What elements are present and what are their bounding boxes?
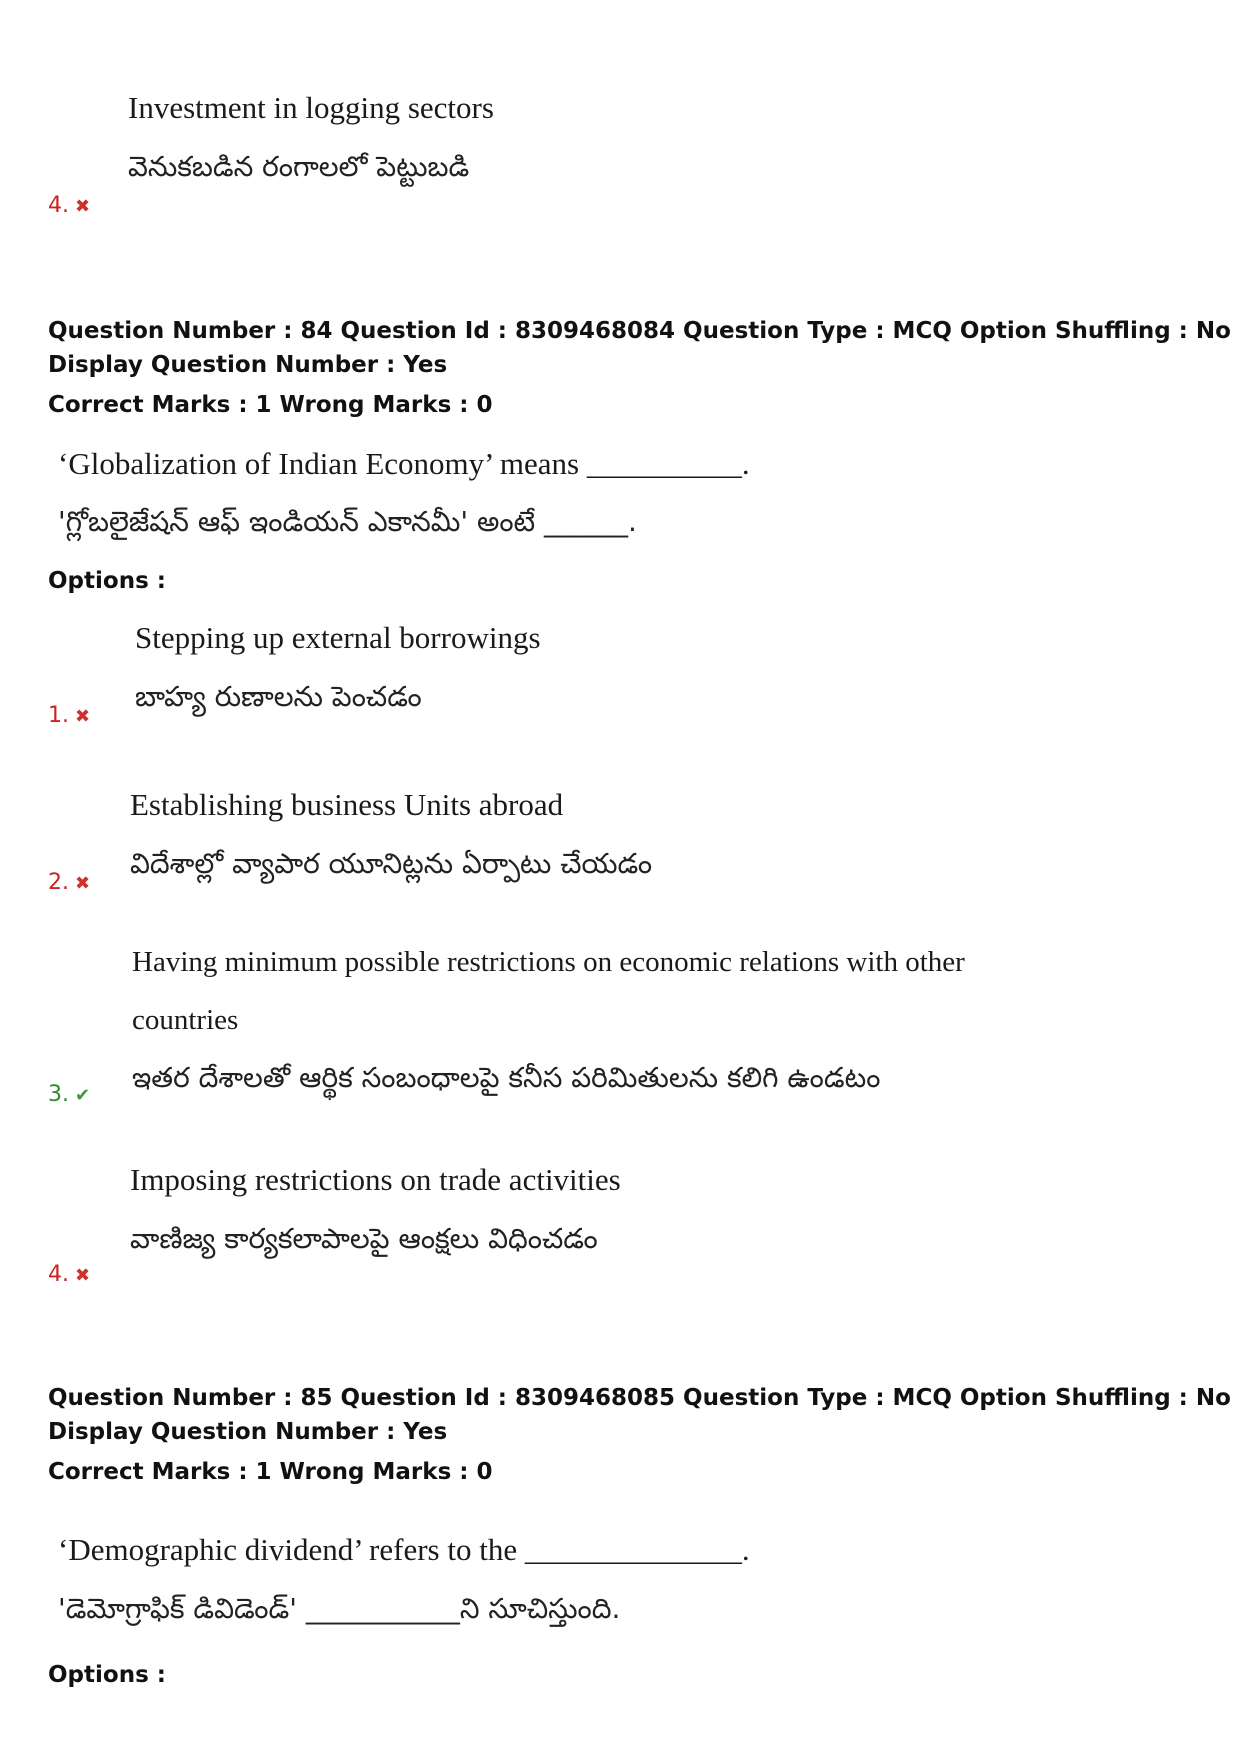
question-text-telugu: 'డెమోగ్రాఫిక్ డివిడెండ్' ___________ని సూచిస్తుంది. — [58, 1592, 621, 1625]
option-number — [48, 703, 90, 728]
option-number-label: 4. — [48, 193, 69, 218]
option-telugu: వెనుకబడిన రంగాలలో పెట్టుబడి — [128, 150, 470, 183]
option-telugu: ఇతర దేశాలతో ఆర్థిక సంబంధాలపై కనీస పరిమితులను కలిగి ఉండటం — [132, 1061, 881, 1094]
options-label: Options : — [48, 1662, 166, 1688]
option-number — [48, 870, 90, 895]
option-number — [48, 1262, 90, 1287]
wrong-icon: ✖ — [75, 1265, 91, 1286]
option-number-label: 4. — [48, 1262, 69, 1287]
question-marks: Correct Marks : 1 Wrong Marks : 0 — [48, 1459, 493, 1485]
wrong-icon: ✖ — [75, 196, 91, 217]
checkmark-icon: ✔ — [75, 1085, 91, 1106]
option-english: Stepping up external borrowings — [135, 620, 541, 655]
option-number-label: 2. — [48, 870, 69, 895]
wrong-icon: ✖ — [75, 706, 91, 727]
option-number — [48, 1082, 90, 1107]
question-meta: Question Number : 84 Question Id : 8309468084 Question Type : MCQ Option Shuffling : No — [48, 318, 1231, 344]
option-number-label: 3. — [48, 1082, 69, 1107]
option-telugu: విదేశాల్లో వ్యాపార యూనిట్లను ఏర్పాటు చేయడం — [130, 847, 653, 880]
question-marks: Correct Marks : 1 Wrong Marks : 0 — [48, 392, 493, 418]
option-english: Imposing restrictions on trade activities — [130, 1162, 621, 1197]
question-text-english: ‘Globalization of Indian Economy’ means __________. — [58, 446, 750, 481]
option-english: Establishing business Units abroad — [130, 787, 564, 822]
wrong-icon: ✖ — [75, 873, 91, 894]
display-question-number: Display Question Number : Yes — [48, 352, 448, 378]
option-english-continued: countries — [132, 1004, 239, 1036]
option-english: Investment in logging sectors — [128, 90, 494, 125]
question-text-english: ‘Demographic dividend’ refers to the ______________. — [58, 1532, 750, 1567]
option-number — [48, 193, 90, 218]
option-telugu: వాణిజ్య కార్యకలాపాలపై ఆంక్షలు విధించడం — [130, 1222, 598, 1255]
question-meta: Question Number : 85 Question Id : 8309468085 Question Type : MCQ Option Shuffling : No — [48, 1385, 1231, 1411]
question-text-telugu: 'గ్లోబలైజేషన్ ఆఫ్ ఇండియన్ ఎకానమీ' అంటే ______. — [58, 505, 637, 538]
option-english: Having minimum possible restrictions on economic relations with other — [132, 946, 965, 978]
option-telugu: బాహ్య రుణాలను పెంచడం — [135, 680, 422, 713]
options-label: Options : — [48, 568, 166, 594]
display-question-number: Display Question Number : Yes — [48, 1419, 448, 1445]
option-number-label: 1. — [48, 703, 69, 728]
